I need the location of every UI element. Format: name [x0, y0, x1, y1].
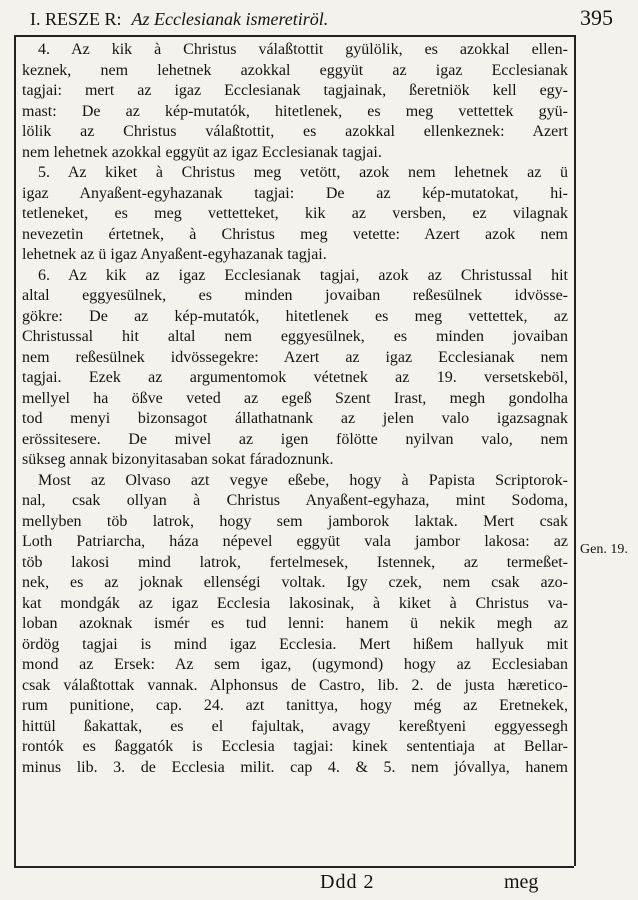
margin-note: Gen. 19.: [580, 542, 628, 557]
text-line: gökre: De az kép-mutatók, hitetlenek es meg vettettek, az: [22, 307, 568, 325]
text-line: Loth Patriarcha, háza népevel eggyüt vala jambor lakosa: az: [22, 533, 568, 550]
text-line: kat mondgák az igaz Ecclesia lakosinak, à kiket à Christus va-: [22, 594, 568, 612]
text-line: tod menyi bizonsagot állathatnank az jelen valo igazsagnak: [22, 410, 568, 427]
text-line: csak válaßtottak vannak. Alphonsus de Castro, lib. 2. de justa hæretico-: [22, 676, 568, 694]
text-line: ördög tagjai is mind igaz Ecclesia. Mert hißem hallyuk mit: [22, 635, 568, 653]
text-line: 6. Az kik az igaz Ecclesianak tagjai, azok az Christussal hit: [38, 266, 568, 284]
running-head: [30, 6, 550, 32]
chapter-heading: I. RESZE R:: [30, 9, 122, 29]
text-line: hittül ßakattak, es el fajultak, avagy kereßtyeni eggyessegh: [22, 717, 568, 735]
text-line: tetleneket, es meg vettetteket, kik az versben, ez vilagnak: [22, 205, 568, 222]
text-line: rum punitione, cap. 24. azt tanittya, hogy még az Eretnekek,: [22, 697, 568, 714]
text-line: tagjai: mert az igaz Ecclesianak tagjainak, ßeretniök kell egy-: [22, 82, 568, 99]
text-line: rontók es ßaggatók is Ecclesia tagjai: kinek sententiaja at Bellar-: [22, 738, 568, 755]
text-line: lehetnek az ü igaz Anyaßent-egyhazanak tagjai.: [22, 246, 327, 263]
text-line: altal eggyesülnek, es minden jovaiban reßesülnek idvösse-: [22, 287, 568, 304]
text-line: 4. Az kik à Christus válaßtottit gyülölik, es azokkal ellen-: [38, 41, 568, 58]
text-line: igaz Anyaßent-egyhazanak tagjai: De az kép-mutatokat, hi-: [22, 184, 568, 202]
text-line: nek, es az joknak ellenségi voltak. Igy czek, nem csak azo-: [22, 574, 568, 591]
text-line: mast: De az kép-mutatók, hitetlenek, es meg vettettek gyü-: [22, 102, 568, 120]
border-rule-left: [14, 35, 16, 866]
border-rule-top: [14, 35, 574, 37]
page-number: 395: [580, 5, 613, 30]
text-line: Christussal hit altal nem eggyesülnek, es minden jovaiban: [22, 328, 568, 345]
text-line: lölik az Christus válaßtottit, es azokkal ellenkeznek: Azert: [22, 123, 568, 140]
border-rule-right: [574, 35, 576, 866]
text-line: nem reßesülnek idvössegekre: Azert az igaz Ecclesianak nem: [22, 348, 568, 366]
text-line: töb lakosi mind latrok, fertelmesek, Istennek, az termeßet-: [22, 553, 568, 571]
text-line: mond az Ersek: Az sem igaz, (ugymond) hogy az Ecclesiaban: [22, 656, 568, 673]
text-line: mellyben töb latrok, hogy sem jamborok laktak. Mert csak: [22, 512, 568, 530]
text-line: tagjai. Ezek az argumentomok vétetnek az 19. versetskeböl,: [22, 369, 568, 386]
text-line: keznek, nem lehetnek azokkal eggyüt az igaz Ecclesianak: [22, 61, 568, 79]
border-rule-bottom: [14, 866, 574, 868]
text-line: Most az Olvaso azt vegye eßebe, hogy à Papista Scriptorok-: [38, 471, 568, 489]
text-line: nem lehetnek azokkal eggyüt az igaz Ecclesianak tagjai.: [22, 143, 382, 161]
catchword: meg: [504, 871, 539, 893]
text-line: loban azoknak ismér es tud lenni: hanem ü nekik megh az: [22, 615, 568, 632]
text-line: mellyel ha ößve veted az egeß Szent Irast, megh gondolha: [22, 389, 568, 407]
signature-mark: Ddd 2: [320, 871, 375, 893]
text-line: sükseg annak bizonyitasaban sokat fáradoznunk.: [22, 451, 334, 468]
body-text: [22, 40, 568, 778]
text-line: nal, csak ollyan à Christus Anyaßent-egyhaza, mint Sodoma,: [22, 492, 568, 509]
text-line: minus lib. 3. de Ecclesia milit. cap 4. & 5. nem jóvallya, hanem: [22, 758, 568, 776]
text-line: 5. Az kiket à Christus meg vetött, azok nem lehetnek az ü: [38, 164, 568, 181]
chapter-title: Az Ecclesianak ismeretiröl.: [131, 9, 329, 29]
text-line: erössitesere. De mivel az igen fölötte nyilvan valo, nem: [22, 430, 568, 448]
text-line: nevezetin értetnek, à Christus meg vetette: Azert azok nem: [22, 225, 568, 243]
